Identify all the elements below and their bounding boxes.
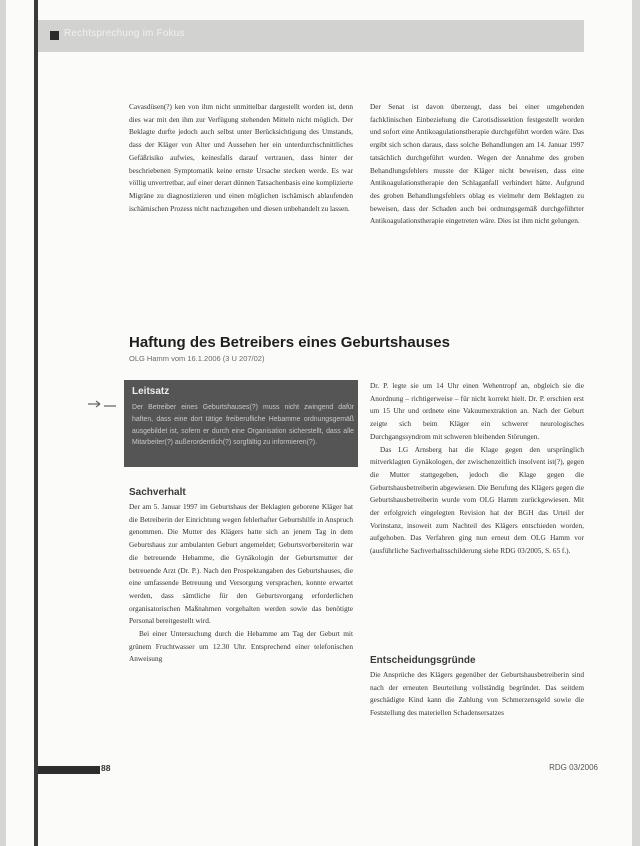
top-right-column — [370, 101, 584, 228]
section-label: Rechtsprechung im Fokus — [64, 28, 185, 39]
leitsatz-heading: Leitsatz — [132, 386, 170, 397]
paragraph: Cavasdüsen(?) ken von ihm nicht unmittelbar dargestellt worden ist, denn dies war mit den ihm zur Verfügung stehenden Mitteln nicht möglich. Der Beklagte durfte jedoch auch selbst unter Berücksichtigung des Umstands, dass der Kläger von Alter und Aussehen her ein unterdurchschnittliches Gefäßrisiko aufwies, keinesfalls darauf vertrauen, dass hinter der beschriebenen Symptomatik keine ernste Ursache stecken werde. Es war völlig unvertretbar, auf einer derart dünnen Tatsachenbasis eine komplizierte Migräne zu diagnostizieren und einen möglichen ischämisch ablaufenden ischämischen Prozess nicht nachzugehen und diesen unbehandelt zu lassen. — [129, 102, 353, 213]
entscheidungsgruende-column — [370, 669, 584, 720]
binding-edge — [34, 0, 38, 846]
margin-pointer-icon — [86, 398, 120, 412]
court-citation: OLG Hamm vom 16.1.2006 (3 U 207/02) — [129, 354, 265, 363]
paragraph: Dr. P. legte sie um 14 Uhr einen Wehentropf an, obgleich sie die Anordnung – richtigerweise – für nicht korrekt hielt. Dr. P. erschien erst um 15 Uhr und ordnete eine Vakuumextraktion an. Nach der Geburt zeigte sich beim Kläger ein schwerer neurologisches Durchgangssyndrom mit schweren bleibenden Störungen. — [370, 381, 584, 441]
article-title: Haftung des Betreibers eines Geburtshauses — [129, 334, 450, 351]
right-column — [370, 380, 584, 558]
paragraph: Der Senat ist davon überzeugt, dass bei einer umgehenden fachklinischen Einbeziehung die Carotisdissektion festgestellt worden und sofort eine Antikoagulationstherapie durchgeführt worden wäre. Das ergibt sich schon daraus, dass solche Behandlungen am 14. Januar 1997 tatsächlich durchgeführt wurden. Wegen der Annahme des groben Behandlungsfehlers musste der Kläger nicht beweisen, dass eine Antikoagulationstherapie den Schlaganfall verhindert hätte. Aufgrund des groben Behandlungsfehlers oblag es vielmehr dem Beklagten zu beweisen, dass der Schaden auch bei ordnungsgemäß durchgeführter Antikoagulationstherapie eingetreten wäre. Dies ist ihm nicht gelungen. — [370, 102, 584, 226]
paragraph: Bei einer Untersuchung durch die Hebamme am Tag der Geburt mit grünem Fruchtwasser um 12.30 Uhr. Entsprechend einer telefonischen Anweisung — [129, 629, 353, 664]
paragraph: Der am 5. Januar 1997 im Geburtshaus der Beklagten geborene Kläger hat die Betreiberin der Einrichtung wegen fehlerhafter Geburtshilfe in Anspruch genommen. Die Mutter des Klägers hatte sich an jenem Tag in dem Geburtshaus zur ambulanten Geburt angemeldet; Geburtsvorbereiterin war die betreuende Hebamme, die Gynäkologin der Geburtsmutter der betreuende Arzt (Dr. P.). Nach den Prospektangaben des Geburtshauses, die eine umfassende Betreuung und Versorgung versprachen, konnte erwartet werden, dass sämtliche für den Geburtsvorgang erforderlichen organisatorischen Maßnahmen vorgehalten werden sowie das benötigte Personal bereitgestellt wird. — [129, 502, 353, 626]
journal-issue: RDG 03/2006 — [549, 763, 598, 772]
paragraph: Die Ansprüche des Klägers gegenüber der Geburtshausbetreiberin sind nach der erneuten Beurteilung vollständig begründet. Das seitdem geschädigte Kind kann die Zahlung von Schmerzensgeld sowie die Feststellung des materiellen Schadensersatzes — [370, 670, 584, 718]
sachverhalt-column — [129, 501, 353, 666]
header-marker — [50, 31, 59, 40]
top-left-column — [129, 101, 353, 215]
leitsatz-text: Der Betreiber eines Geburtshauses(?) muss nicht zwingend dafür haften, dass eine dort tätige freiberufliche Hebamme ordnungsgemäß ausgebildet ist, sofern er durch eine Organisation sicherstellt, dass alle Mitarbeiter(?) außerordentlich(?) sorgfältig zu informieren(?). — [132, 404, 354, 447]
paragraph: Das LG Arnsberg hat die Klage gegen den ursprünglich mitverklagten Gynäkologen, der zwischenzeitlich insolvent ist(?), gegen die Mutter stattgegeben, jedoch die Klage gegen die Geburtshausbetreiberin abgewiesen. Die Berufung des Klägers gegen die Geburtshausbetreiberin wurde vom OLG Hamm zurückgewiesen. Mit der erfolgreich eingelegten Revision hat der BGH das Urteil der Vorinstanz, insoweit zum Nachteil des Klägers entschieden worden, aufgehoben. Das Verfahren ging nun erneut dem OLG Hamm vor (ausführliche Sachverhaltsschilderung siehe RDG 03/2005, S. 65 f.). — [370, 444, 584, 556]
entscheidungsgruende-heading: Entscheidungsgründe — [370, 655, 476, 666]
leitsatz-box — [124, 380, 358, 467]
sachverhalt-heading: Sachverhalt — [129, 487, 186, 498]
page-number: 88 — [101, 763, 111, 773]
footer-bar — [38, 766, 100, 774]
